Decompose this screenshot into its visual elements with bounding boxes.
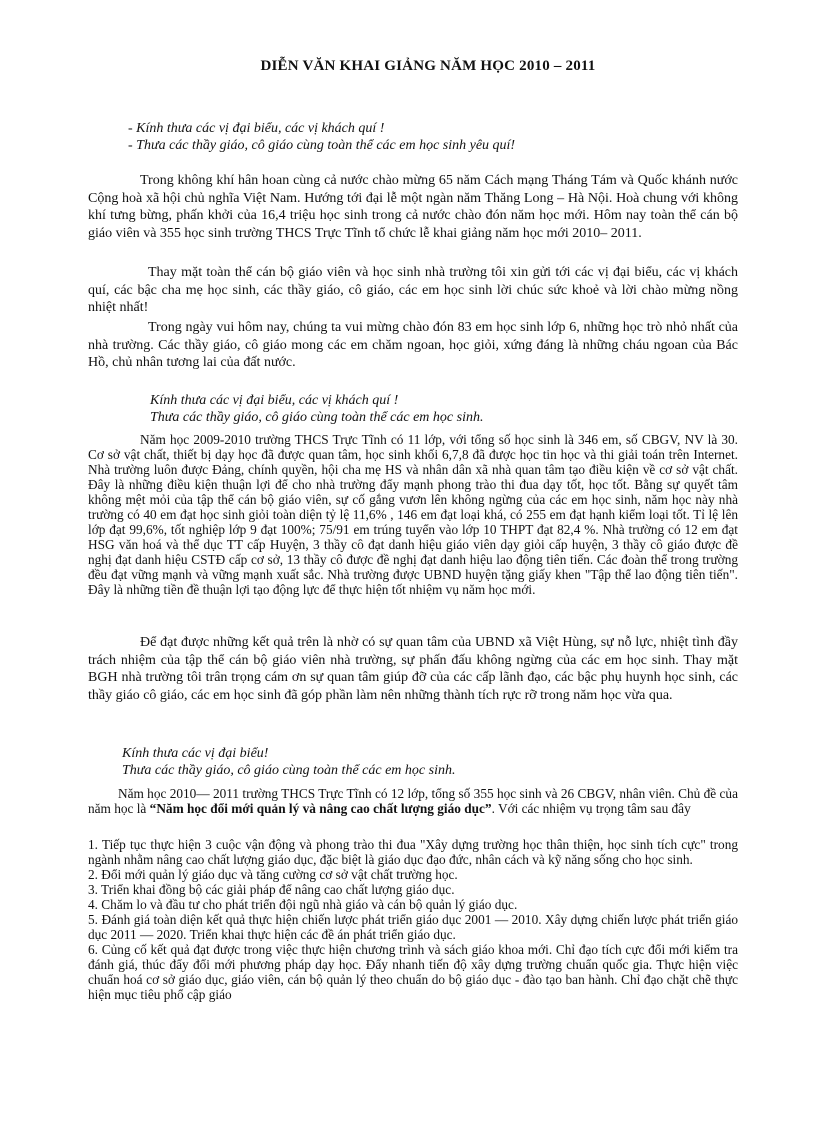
page-title: DIỄN VĂN KHAI GIẢNG NĂM HỌC 2010 – 2011 [260, 58, 596, 74]
greeting-line: Kính thưa các vị đại biểu, các vị khách quí ! [150, 393, 399, 408]
list-item: 5. Đánh giá toàn diện kết quả thực hiện chiến lược phát triển giáo dục 2001 — 2010. Xây dựng chiến lược phát triển giáo dục 2011 — 2020. Triển khai thực hiện các đề án phát triển giáo dục. [88, 912, 738, 942]
paragraph-greetings: Thay mặt toàn thể cán bộ giáo viên và học sinh nhà trường tôi xin gửi tới các vị đại biểu, các vị khách quí, các bậc cha mẹ học sinh, các thầy giáo, cô giáo, các em học sinh lời chúc sức khoẻ và lời chào mừng nồng nhiệt nhất! [88, 265, 738, 315]
list-item: 3. Triển khai đồng bộ các giải pháp để nâng cao chất lượng giáo dục. [88, 882, 455, 897]
paragraph-intro: Trong không khí hân hoan cùng cả nước chào mừng 65 năm Cách mạng Tháng Tám và Quốc khánh nước Cộng hoà xã hội chủ nghĩa Việt Nam. Hướng tới đại lễ một ngàn năm Thăng Long – Hà Nội. Hoà chung với không khí tưng bừng, phấn khởi của 16,4 triệu học sinh trong cả nước chào đón năm học mới. Hôm nay toàn thể cán bộ giáo viên và 355 học sinh trường THCS Trực Tĩnh tổ chức lễ khai giảng năm học mới 2010– 2011. [88, 173, 738, 241]
greeting-block-2 [150, 392, 483, 426]
greeting-line: Thưa các thầy giáo, cô giáo cùng toàn thể các em học sinh. [150, 410, 484, 425]
paragraph-last-year-results: Năm học 2009-2010 trường THCS Trực Tĩnh có 11 lớp, với tổng số học sinh là 346 em, số CBGV, NV là 30. Cơ sở vật chất, thiết bị dạy học đã được quan tâm, học sinh khối 6,7,8 đã được học tin học và thi giải toán trên Internet. Nhà trường luôn được Đảng, chính quyền, hội cha mẹ HS và nhân dân xã nhà quan tâm tạo điều kiện về cơ sở vật chất. Đây là những điều kiện thuận lợi để cho nhà trường đẩy mạnh phong trào thi đua dạy tốt, học tốt. Bằng sự quyết tâm không mệt mỏi của tập thể cán bộ giáo viên, sự cố gắng vươn lên không ngừng của các em học sinh, năm học này nhà trường có 40 em đạt học sinh giỏi toàn diện tỷ lệ 11,6% , 146 em đạt loại khá, có 255 em đạt hạnh kiểm loại tốt. Tỉ lệ lên lớp đạt 99,6%, tốt nghiệp lớp 9 đạt 100%; 75/91 em trúng tuyển vào lớp 10 THPT đạt 82,4 %. Nhà trường có 12 em đạt HSG văn hoá và thể dục TT cấp Huyện, 3 thầy cô đạt danh hiệu giáo viên dạy giỏi cấp huyện, 3 thầy cô giáo được đề nghị đạt danh hiệu CSTĐ cấp cơ sở, 13 thầy cô được đề nghị đạt danh hiệu lao động tiên tiến. Các đoàn thể trong trường đều đạt vững mạnh và vững mạnh xuất sắc. Nhà trường được UBND huyện tặng giấy khen "Tập thể lao động tiên tiến". Đây là những tiền đề thuận lợi tạo động lực để thực hiện tốt nhiệm vụ năm học mới. [88, 432, 738, 597]
list-item: 2. Đổi mới quản lý giáo dục và tăng cường cơ sở vật chất trường học. [88, 867, 458, 882]
list-item: 4. Chăm lo và đầu tư cho phát triển đội ngũ nhà giáo và cán bộ quản lý giáo dục. [88, 897, 518, 912]
greeting-line: - Thưa các thầy giáo, cô giáo cùng toàn thể các em học sinh yêu quí! [128, 138, 516, 153]
school-year-theme: “Năm học đổi mới quản lý và nâng cao chất lượng giáo dục” [149, 801, 492, 816]
greeting-block-3 [122, 745, 455, 779]
new-year-tail: . Với các nhiệm vụ trọng tâm sau đây [491, 801, 691, 816]
greeting-line: Thưa các thầy giáo, cô giáo cùng toàn thể các em học sinh. [122, 763, 456, 778]
new-year-lead: Năm học 2010— 2011 trường THCS Trực Tĩnh có 12 lớp, tổng số 355 học sinh và 26 CBGV, nhân viên. Chủ đề của năm học là [88, 786, 738, 816]
greeting-line: Kính thưa các vị đại biểu! [122, 746, 269, 761]
greeting-line: - Kính thưa các vị đại biểu, các vị khách quí ! [128, 121, 385, 136]
greeting-block-1 [128, 120, 515, 154]
paragraph-new-year [88, 786, 738, 816]
list-item: 1. Tiếp tục thực hiện 3 cuộc vận động và phong trào thi đua "Xây dựng trường học thân thiện, học sinh tích cực" trong ngành nhằm nâng cao chất lượng giáo dục, đặc biệt là giáo dục đạo đức, nhân cách và kỹ năng sống cho học sinh. [88, 837, 738, 867]
list-item: 6. Củng cố kết quả đạt được trong việc thực hiện chương trình và sách giáo khoa mới. Chỉ đạo tích cực đổi mới kiểm tra đánh giá, thúc đẩy đổi mới phương pháp dạy học. Đẩy nhanh tiến độ xây dựng trường chuẩn quốc gia. Thực hiện việc chuẩn hoá cơ sở giáo dục, giáo viên, cán bộ quản lý theo chuẩn do bộ giáo dục - đào tạo ban hành. Chỉ đạo chặt chẽ thực hiện mục tiêu phổ cập giáo [88, 942, 738, 1002]
paragraph-welcome: Trong ngày vui hôm nay, chúng ta vui mừng chào đón 83 em học sinh lớp 6, những học trò nhỏ nhất của nhà trường. Các thầy giáo, cô giáo mong các em chăm ngoan, học giỏi, xứng đáng là những cháu ngoan của Bác Hồ, chủ nhân tương lai của đất nước. [88, 320, 738, 370]
task-list [88, 837, 738, 1002]
paragraph-thanks: Để đạt được những kết quả trên là nhờ có sự quan tâm của UBND xã Việt Hùng, sự nỗ lực, nhiệt tình đầy trách nhiệm của tập thể cán bộ giáo viên nhà trường, sự phấn đấu không ngừng của các em học sinh. Thay mặt BGH nhà trường tôi trân trọng cám ơn sự quan tâm giúp đỡ của các cấp lãnh đạo, các bậc phụ huynh học sinh, các thầy giáo cô giáo, các em học sinh đã góp phần làm nên những thành tích rực rỡ trong năm học vừa qua. [88, 635, 738, 703]
